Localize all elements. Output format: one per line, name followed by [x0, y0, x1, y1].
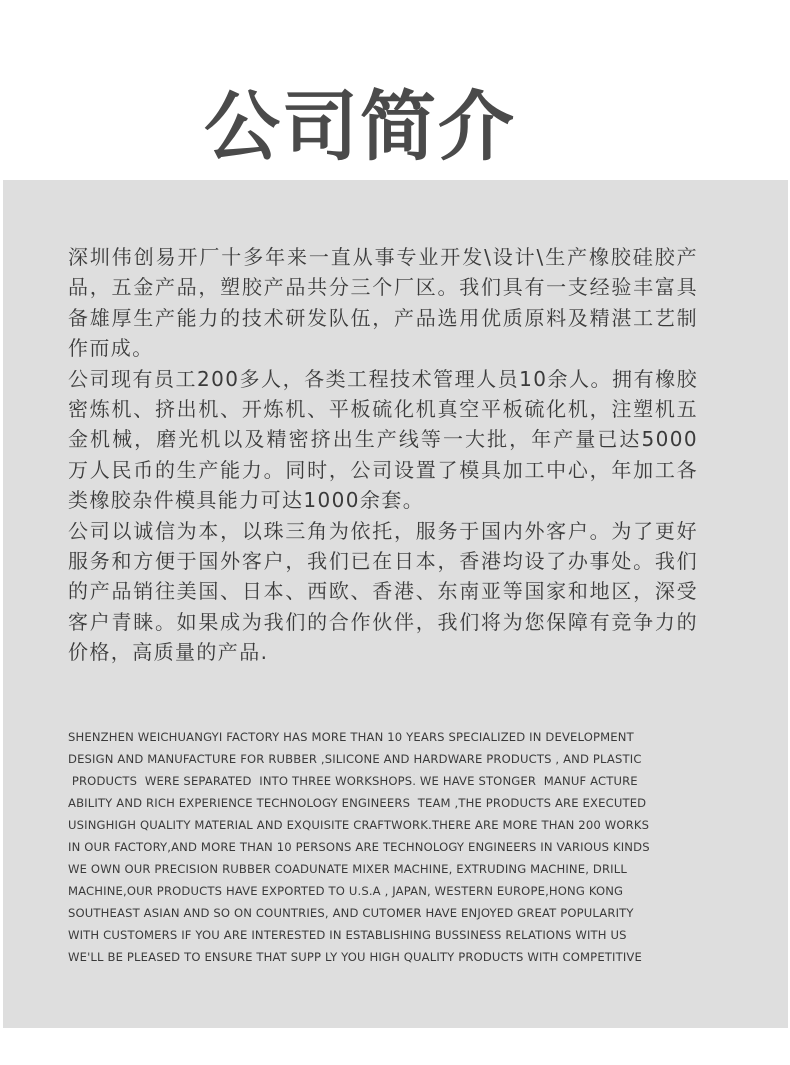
chinese-paragraph-3: 公司以诚信为本，以珠三角为依托，服务于国内外客户。为了更好服务和方便于国外客户，我们已在日本，香港均设了办事处。我们的产品销往美国、日本、西欧、香港、东南亚等国家和地区，深受客户青睐。如果成为我们的合作伙伴，我们将为您保障有竞争力的价格，高质量的产品.: [68, 518, 698, 665]
english-line: DESIGN AND MANUFACTURE FOR RUBBER ,SILICONE AND HARDWARE PRODUCTS , AND PLASTIC: [68, 752, 642, 766]
chinese-paragraph-2: 公司现有员工200多人，各类工程技术管理人员10余人。拥有橡胶密炼机、挤出机、开炼机、平板硫化机真空平板硫化机，注塑机五金机械，磨光机以及精密挤出生产线等一大批，年产量已达5000万人民币的生产能力。同时，公司设置了模具加工中心，年加工各类橡胶杂件模具能力可达1000余套。: [68, 366, 698, 513]
english-description: [68, 726, 708, 968]
english-line: ABILITY AND RICH EXPERIENCE TECHNOLOGY ENGINEERS TEAM ,THE PRODUCTS ARE EXECUTED: [68, 796, 647, 810]
english-line: WE'LL BE PLEASED TO ENSURE THAT SUPP LY YOU HIGH QUALITY PRODUCTS WITH COMPETITIVE: [68, 950, 642, 964]
english-line: SHENZHEN WEICHUANGYI FACTORY HAS MORE THAN 10 YEARS SPECIALIZED IN DEVELOPMENT: [68, 730, 634, 744]
english-line: PRODUCTS WERE SEPARATED INTO THREE WORKSHOPS. WE HAVE STONGER MANUF ACTURE: [68, 774, 638, 788]
english-line: USINGHIGH QUALITY MATERIAL AND EXQUISITE CRAFTWORK.THERE ARE MORE THAN 200 WORKS: [68, 818, 650, 832]
chinese-paragraph-1: 深圳伟创易开厂十多年来一直从事专业开发\设计\生产橡胶硅胶产品，五金产品，塑胶产品共分三个厂区。我们具有一支经验丰富具备雄厚生产能力的技术研发队伍，产品选用优质原料及精湛工艺制作而成。: [68, 245, 698, 361]
english-line: WE OWN OUR PRECISION RUBBER COADUNATE MIXER MACHINE, EXTRUDING MACHINE, DRILL: [68, 862, 627, 876]
chinese-description: [68, 242, 698, 668]
english-line: SOUTHEAST ASIAN AND SO ON COUNTRIES, AND CUTOMER HAVE ENJOYED GREAT POPULARITY: [68, 906, 634, 920]
english-line: IN OUR FACTORY,AND MORE THAN 10 PERSONS ARE TECHNOLOGY ENGINEERS IN VARIOUS KINDS: [68, 840, 650, 854]
english-line: MACHINE,OUR PRODUCTS HAVE EXPORTED TO U.S.A , JAPAN, WESTERN EUROPE,HONG KONG: [68, 884, 624, 898]
english-line: WITH CUSTOMERS IF YOU ARE INTERESTED IN ESTABLISHING BUSSINESS RELATIONS WITH US: [68, 928, 627, 942]
page-title: 公司简介: [204, 81, 516, 171]
